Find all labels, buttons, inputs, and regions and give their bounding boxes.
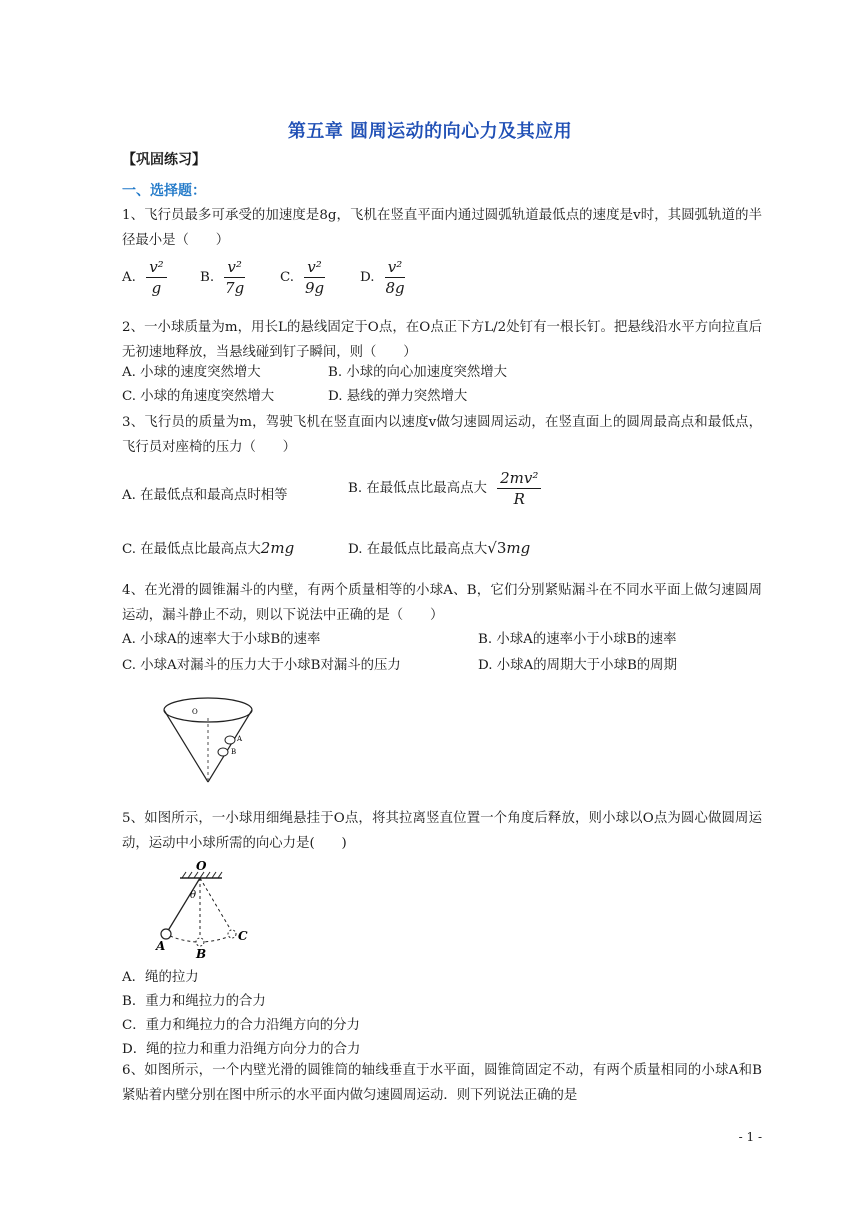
q2-option-b: B. 小球的向心加速度突然增大 xyxy=(328,365,508,380)
q2-option-a: A. 小球的速度突然增大 xyxy=(122,365,261,380)
q3-option-c: C. 在最低点比最高点大2mg xyxy=(122,539,295,557)
cone-label-a: A xyxy=(237,735,243,743)
q1-option-d: D. $\frac{\text{v²}}{8g}$ xyxy=(360,258,405,297)
q1-option-b: B. $\frac{\text{v²}}{7g}$ xyxy=(200,258,245,297)
pendulum-ball-c xyxy=(228,930,236,938)
q1-option-a: A. $\frac{\text{v²}}{g}$ xyxy=(122,257,167,298)
q5-option-b: B．重力和绳拉力的合力 xyxy=(122,994,266,1009)
question-2-stem: 2、一小球质量为m，用长L的悬线固定于O点，在O点正下方L/2处钉有一根长钉。把悬线沿水平方向拉直后无初速地释放，当悬线碰到钉子瞬间，则（ ） xyxy=(122,320,762,360)
pendulum-ball-b xyxy=(196,938,204,946)
cone-label-b: B xyxy=(231,748,237,756)
cone-label-o: O xyxy=(192,708,198,716)
pendulum-label-b: B xyxy=(196,947,207,960)
q5-option-c: C．重力和绳拉力的合力沿绳方向的分力 xyxy=(122,1018,360,1033)
question-6-stem: 6、如图所示，一个内壁光滑的圆锥筒的轴线垂直于水平面，圆锥筒固定不动，有两个质量相同的小球A和B紧贴着内壁分别在图中所示的水平面内做匀速圆周运动．则下列说法正确的是 xyxy=(122,1063,762,1103)
q3-option-a: A. 在最低点和最高点时相等 xyxy=(122,488,288,503)
q3-option-b: B. 在最低点比最高点大 $\frac{\text{2mv²}}{R}$ xyxy=(348,468,541,509)
pendulum-label-a: A xyxy=(156,939,166,953)
cone-funnel-figure xyxy=(160,690,260,786)
pendulum-label-c: C xyxy=(238,929,248,943)
pendulum-ball-a xyxy=(161,929,171,939)
q4-option-a: A. 小球A的速率大于小球B的速率 xyxy=(122,632,321,647)
chapter-title: 第五章 圆周运动的向心力及其应用 xyxy=(287,121,573,142)
pendulum-figure xyxy=(150,860,260,960)
ball-a xyxy=(225,736,235,744)
section-heading: 一、选择题： xyxy=(122,183,206,199)
q4-option-d: D. 小球A的周期大于小球B的周期 xyxy=(478,658,677,673)
question-5-stem: 5、如图所示，一小球用细绳悬挂于O点，将其拉离竖直位置一个角度后释放，则小球以O点为圆心做圆周运动，运动中小球所需的向心力是( ) xyxy=(122,811,762,851)
q2-option-c: C. 小球的角速度突然增大 xyxy=(122,389,275,404)
q3-option-d: D. 在最低点比最高点大√3mg xyxy=(348,539,531,557)
q4-option-c: C. 小球A对漏斗的压力大于小球B对漏斗的压力 xyxy=(122,658,401,673)
page-number: - 1 - xyxy=(738,1130,762,1144)
q5-option-a: A．绳的拉力 xyxy=(122,970,199,985)
question-4-stem: 4、在光滑的圆锥漏斗的内壁，有两个质量相等的小球A、B，它们分别紧贴漏斗在不同水平面上做匀速圆周运动，漏斗静止不动，则以下说法中正确的是（ ） xyxy=(122,583,762,623)
q5-option-d: D．绳的拉力和重力沿绳方向分力的合力 xyxy=(122,1042,361,1057)
ball-b xyxy=(218,748,228,756)
question-3-stem: 3、飞行员的质量为m，驾驶飞机在竖直面内以速度v做匀速圆周运动，在竖直面上的圆周最高点和最低点，飞行员对座椅的压力（ ） xyxy=(122,415,762,455)
practice-heading: 【巩固练习】 xyxy=(122,152,206,168)
q1-option-c: C. $\frac{\text{v²}}{9g}$ xyxy=(280,258,325,297)
q2-option-d: D. 悬线的弹力突然增大 xyxy=(328,389,468,404)
q4-option-b: B. 小球A的速率小于小球B的速率 xyxy=(478,632,677,647)
pendulum-label-theta: θ xyxy=(190,890,197,901)
question-1-stem: 1、飞行员最多可承受的加速度是8g，飞机在竖直平面内通过圆弧轨道最低点的速度是v时，其圆弧轨道的半径最小是（ ） xyxy=(122,208,762,248)
pendulum-label-o: O xyxy=(196,860,207,873)
